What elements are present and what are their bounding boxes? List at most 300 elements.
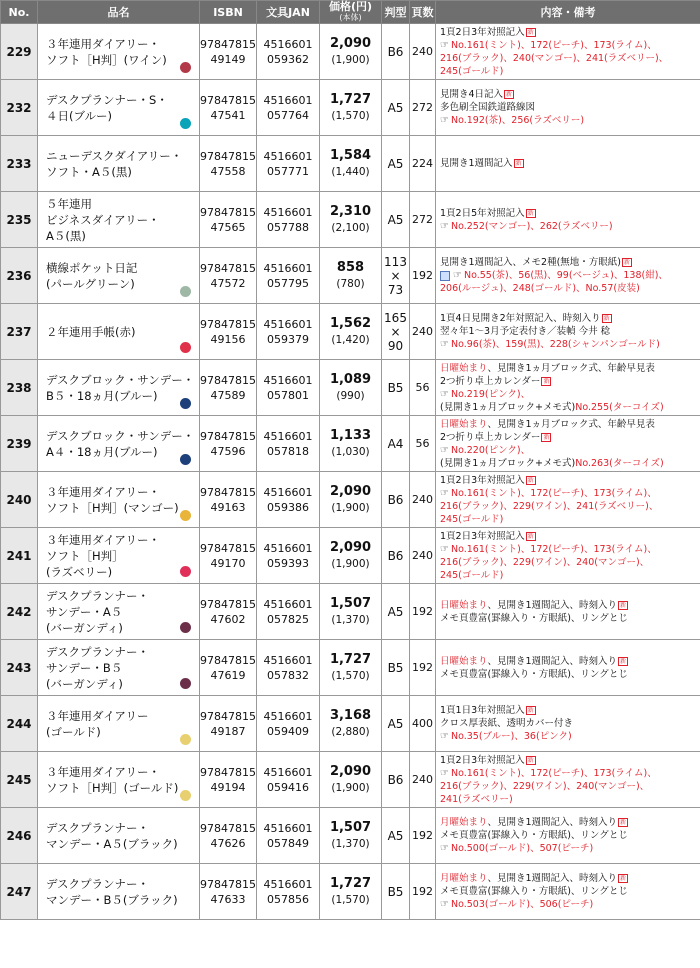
item-name: [38, 416, 200, 472]
item-notes: [436, 808, 700, 864]
table-row: [1, 304, 700, 360]
size-line: B6: [387, 492, 404, 507]
item-size: [382, 472, 410, 528]
note-text: 216(ブラック)、229(ワイン)、240(マンゴー)、: [440, 556, 650, 568]
table-row: [1, 640, 700, 696]
note-line: [440, 312, 700, 325]
item-isbn: [200, 136, 257, 192]
size-line: A5: [387, 156, 404, 171]
new-badge: 新: [620, 875, 627, 882]
isbn-line: 97847815: [200, 317, 256, 331]
item-name-line: ニューデスクダイアリー・: [46, 148, 183, 163]
note-line: [440, 418, 700, 431]
note-text: メモ頁豊富(罫線入り・方眼紙)、リングとじ: [440, 612, 628, 624]
item-notes: [436, 640, 700, 696]
size-line: A5: [387, 828, 404, 843]
item-price: [320, 248, 382, 304]
table-row: [1, 248, 700, 304]
note-text: 1頁2日3年対照記入: [440, 474, 525, 486]
item-price: [320, 472, 382, 528]
price-base: (990): [336, 389, 365, 402]
item-name: [38, 24, 200, 80]
item-pages: 240: [410, 528, 436, 584]
item-jan: [257, 472, 320, 528]
price-with-tax: 2,310: [329, 203, 372, 219]
item-pages: 272: [410, 192, 436, 248]
item-notes: [436, 24, 700, 80]
item-number: 235: [1, 192, 38, 248]
price-with-tax: 1,562: [329, 315, 372, 331]
table-row: [1, 696, 700, 752]
item-size: [382, 752, 410, 808]
note-line: [440, 362, 700, 375]
item-number: 247: [1, 864, 38, 920]
jan-line: 057818: [267, 444, 309, 458]
note-line: [440, 556, 700, 569]
size-line: A5: [387, 212, 404, 227]
note-line: [440, 431, 700, 444]
table-row: [1, 472, 700, 528]
item-name-line: 横線ポケット日記: [46, 260, 138, 275]
color-swatch-icon: [180, 790, 191, 801]
item-jan: [257, 584, 320, 640]
table-row: [1, 584, 700, 640]
isbn-line: 97847815: [200, 429, 256, 443]
item-number: 237: [1, 304, 38, 360]
item-isbn: [200, 640, 257, 696]
item-size: [382, 416, 410, 472]
item-name-line: (バーガンディ): [46, 620, 123, 635]
price-base: (1,570): [331, 109, 370, 122]
isbn-line: 97847815: [200, 597, 256, 611]
item-jan: [257, 696, 320, 752]
jan-line: 4516601: [263, 821, 313, 835]
new-badge: 新: [620, 819, 627, 826]
item-number: 241: [1, 528, 38, 584]
table-row: [1, 752, 700, 808]
note-text: 245(ゴールド): [440, 569, 504, 581]
note-line: [440, 269, 700, 282]
item-name-line: ３年連用ダイアリー・: [46, 532, 160, 547]
item-jan: [257, 24, 320, 80]
table-header-row: [1, 1, 700, 24]
item-price: [320, 80, 382, 136]
note-text: No.500(ゴールド)、507(ピーチ): [450, 843, 594, 854]
note-line: [440, 52, 700, 65]
note-text: メモ頁豊富(罫線入り・方眼紙)、リングとじ: [440, 886, 628, 897]
note-text: (見開き1ヵ月ブロック+メモ式): [440, 401, 576, 413]
price-with-tax: 1,507: [329, 595, 372, 611]
jan-line: 059416: [267, 780, 309, 794]
isbn-line: 47619: [210, 668, 246, 682]
color-swatch-icon: [180, 678, 191, 689]
price-base: (1,900): [331, 53, 370, 66]
isbn-line: 97847815: [200, 541, 256, 555]
item-pages: 192: [410, 248, 436, 304]
item-number: 233: [1, 136, 38, 192]
item-name-line: ビジネスダイアリー・: [46, 212, 160, 227]
note-line: [440, 885, 700, 898]
isbn-line: 97847815: [200, 765, 256, 779]
item-pages: 56: [410, 416, 436, 472]
item-jan: [257, 416, 320, 472]
size-line: ×: [390, 324, 401, 339]
item-pages: 192: [410, 808, 436, 864]
jan-line: 057832: [267, 668, 309, 682]
note-line: [440, 717, 700, 730]
jan-line: 4516601: [263, 317, 313, 331]
new-badge: 新: [620, 601, 627, 609]
note-text: 241(ラズベリー): [440, 793, 513, 805]
table-row: [1, 136, 700, 192]
item-name-line: ３年連用ダイアリー・: [46, 36, 160, 51]
size-line: A5: [387, 604, 404, 619]
item-name: [38, 528, 200, 584]
item-number: 242: [1, 584, 38, 640]
note-text: No.35(ブルー)、36(ピンク): [450, 731, 572, 742]
item-isbn: [200, 752, 257, 808]
item-pages: 240: [410, 24, 436, 80]
pointing-hand-icon: ☞: [440, 388, 449, 400]
note-line: [440, 39, 700, 52]
note-text: No.219(ピンク)、: [450, 388, 531, 400]
isbn-line: 97847815: [200, 261, 256, 275]
item-pages: 240: [410, 472, 436, 528]
pointing-hand-icon: ☞: [440, 115, 449, 126]
item-pages: 192: [410, 640, 436, 696]
item-name: [38, 304, 200, 360]
pointing-hand-icon: ☞: [440, 339, 449, 350]
item-name-line: デスクプランナー・: [46, 820, 150, 835]
note-text: No.192(茶)、256(ラズベリー): [450, 115, 585, 126]
color-swatch-icon: [180, 286, 191, 297]
note-text: 見開き1週間記入、メモ2種(無地・方眼紙): [440, 257, 622, 268]
pointing-hand-icon: ☞: [440, 444, 449, 456]
note-line: [440, 704, 700, 717]
item-size: [382, 248, 410, 304]
item-isbn: [200, 192, 257, 248]
item-name-line: マンデー・A５(ブラック): [46, 836, 178, 851]
table-row: [1, 360, 700, 416]
header-no: No.: [1, 1, 38, 24]
header-isbn: ISBN: [200, 1, 257, 24]
isbn-line: 49156: [210, 332, 246, 346]
price-with-tax: 3,168: [329, 707, 372, 723]
note-line: [440, 612, 700, 625]
new-badge: 新: [506, 91, 513, 98]
item-number: 238: [1, 360, 38, 416]
header-pages: 頁数: [410, 1, 436, 24]
isbn-line: 47589: [210, 388, 246, 402]
note-line: [440, 487, 700, 500]
item-number: 236: [1, 248, 38, 304]
item-name-line: デスクブロック・サンデー・: [46, 372, 195, 387]
table-row: [1, 864, 700, 920]
item-notes: [436, 864, 700, 920]
item-name: [38, 248, 200, 304]
item-number: 240: [1, 472, 38, 528]
header-price-sub: (本体): [339, 13, 362, 22]
item-name-line: ソフト［H判］: [46, 548, 124, 563]
note-line: [440, 26, 700, 39]
jan-line: 4516601: [263, 93, 313, 107]
item-price: [320, 528, 382, 584]
price-with-tax: 1,089: [329, 371, 372, 387]
isbn-line: 47541: [210, 108, 246, 122]
color-swatch-icon: [180, 734, 191, 745]
note-line: [440, 338, 700, 351]
new-badge: 新: [527, 707, 534, 714]
note-line: [440, 256, 700, 269]
note-text: 206(ルージュ)、248(ゴールド)、No.57(皮装): [440, 283, 640, 294]
item-isbn: [200, 472, 257, 528]
note-line: [440, 388, 700, 401]
item-number: 239: [1, 416, 38, 472]
item-price: [320, 808, 382, 864]
price-base: (1,370): [331, 613, 370, 626]
note-highlight: 日曜始まり: [440, 362, 488, 374]
note-line: [440, 282, 700, 295]
header-notes: 内容・備考: [436, 1, 700, 24]
pointing-hand-icon: ☞: [440, 767, 449, 779]
item-name-line: ４日(ブルー): [46, 108, 113, 123]
note-text: No.252(マンゴー)、262(ラズベリー): [450, 220, 613, 232]
jan-line: 4516601: [263, 149, 313, 163]
note-line: [440, 65, 700, 78]
item-price: [320, 24, 382, 80]
jan-line: 4516601: [263, 653, 313, 667]
item-price: [320, 192, 382, 248]
new-badge: 新: [527, 756, 534, 764]
item-isbn: [200, 528, 257, 584]
price-base: (1,570): [331, 893, 370, 906]
isbn-line: 49163: [210, 500, 246, 514]
item-jan: [257, 640, 320, 696]
item-notes: [436, 416, 700, 472]
item-isbn: [200, 696, 257, 752]
item-pages: 240: [410, 752, 436, 808]
item-size: [382, 136, 410, 192]
color-swatch-icon: [180, 622, 191, 633]
note-line: [440, 457, 700, 470]
item-name: [38, 696, 200, 752]
note-line: [440, 474, 700, 487]
item-name-line: (ゴールド): [46, 724, 101, 739]
isbn-line: 49194: [210, 780, 246, 794]
item-name-line: (バーガンディ): [46, 676, 123, 691]
note-text: No.161(ミント)、172(ピーチ)、173(ライム)、: [450, 543, 657, 555]
item-notes: [436, 136, 700, 192]
item-price: [320, 696, 382, 752]
note-line: [440, 793, 700, 806]
item-name-line: ３年連用ダイアリー・: [46, 764, 160, 779]
note-line: [440, 157, 700, 170]
item-jan: [257, 248, 320, 304]
note-text: 2つ折り卓上カレンダー: [440, 375, 541, 387]
item-size: [382, 640, 410, 696]
pointing-hand-icon: ☞: [453, 270, 462, 281]
note-highlight: 月曜始まり: [440, 873, 488, 884]
item-notes: [436, 528, 700, 584]
item-size: [382, 80, 410, 136]
pointing-hand-icon: ☞: [440, 543, 449, 555]
item-name-line: ソフト［H判］(ワイン): [46, 52, 167, 67]
new-badge: 新: [527, 209, 534, 217]
note-text: No.220(ピンク)、: [450, 444, 531, 456]
item-name-line: (ラズベリー): [46, 564, 113, 579]
item-isbn: [200, 584, 257, 640]
note-text: (見開き1ヵ月ブロック+メモ式): [440, 457, 576, 469]
item-name-line: (パールグリーン): [46, 276, 135, 291]
item-isbn: [200, 304, 257, 360]
note-text: 1頁2日5年対照記入: [440, 207, 525, 219]
item-name: [38, 808, 200, 864]
isbn-line: 47596: [210, 444, 246, 458]
item-size: [382, 808, 410, 864]
note-line: [440, 325, 700, 338]
note-text: No.55(茶)、56(黒)、99(ベージュ)、138(紺)、: [463, 270, 668, 281]
item-size: [382, 360, 410, 416]
item-size: [382, 864, 410, 920]
item-price: [320, 752, 382, 808]
note-line: [440, 730, 700, 743]
note-line: [440, 872, 700, 885]
note-text: 2つ折り卓上カレンダー: [440, 431, 541, 443]
isbn-line: 47558: [210, 164, 246, 178]
item-isbn: [200, 80, 257, 136]
note-line: [440, 842, 700, 855]
jan-line: 057849: [267, 836, 309, 850]
item-name-line: デスクプランナー・: [46, 588, 150, 603]
isbn-line: 47572: [210, 276, 246, 290]
price-with-tax: 2,090: [329, 35, 372, 51]
pencil-icon: [440, 271, 450, 281]
table-row: [1, 416, 700, 472]
color-swatch-icon: [180, 342, 191, 353]
price-with-tax: 2,090: [329, 763, 372, 779]
item-jan: [257, 360, 320, 416]
item-notes: [436, 192, 700, 248]
price-base: (1,030): [331, 445, 370, 458]
item-name-line: デスクプランナー・: [46, 876, 150, 891]
item-name-line: A４・18ヵ月(ブルー): [46, 444, 158, 459]
item-price: [320, 584, 382, 640]
item-name-line: ソフト［H判］(ゴールド): [46, 780, 179, 795]
item-name: [38, 192, 200, 248]
price-base: (1,900): [331, 557, 370, 570]
color-swatch-icon: [180, 118, 191, 129]
item-size: [382, 24, 410, 80]
note-line: [440, 530, 700, 543]
item-pages: 192: [410, 584, 436, 640]
item-name-line: サンデー・B５: [46, 660, 123, 675]
pointing-hand-icon: ☞: [440, 220, 449, 232]
jan-line: 4516601: [263, 37, 313, 51]
jan-line: 057825: [267, 612, 309, 626]
jan-line: 057788: [267, 220, 309, 234]
note-text: 1頁2日3年対照記入: [440, 754, 525, 766]
item-pages: 272: [410, 80, 436, 136]
item-pages: 224: [410, 136, 436, 192]
note-text: 1頁1日3年対照記入: [440, 705, 525, 716]
note-text: 1頁4日見開き2年対照記入、時刻入り: [440, 313, 601, 324]
note-highlight: 月曜始まり: [440, 817, 488, 828]
jan-line: 057771: [267, 164, 309, 178]
note-line: [440, 655, 700, 668]
item-notes: [436, 752, 700, 808]
item-jan: [257, 192, 320, 248]
item-number: 246: [1, 808, 38, 864]
jan-line: 4516601: [263, 597, 313, 611]
item-pages: 192: [410, 864, 436, 920]
jan-line: 059409: [267, 724, 309, 738]
note-highlight: No.263(ターコイズ): [575, 457, 664, 469]
color-swatch-icon: [180, 510, 191, 521]
new-badge: 新: [527, 476, 534, 484]
header-size: 判型: [382, 1, 410, 24]
note-text: 、見開き1ヵ月ブロック式、年齢早見表: [487, 418, 655, 430]
item-number: 229: [1, 24, 38, 80]
item-jan: [257, 752, 320, 808]
note-text: 、見開き1週間記入、時刻入り: [487, 817, 618, 828]
isbn-line: 97847815: [200, 149, 256, 163]
note-text: No.161(ミント)、172(ピーチ)、173(ライム)、: [450, 767, 657, 779]
item-number: 232: [1, 80, 38, 136]
note-line: [440, 114, 700, 127]
item-name-line: A５(黒): [46, 228, 86, 243]
item-size: [382, 584, 410, 640]
isbn-line: 97847815: [200, 37, 256, 51]
note-text: 、見開き1週間記入、時刻入り: [487, 873, 618, 884]
isbn-line: 49149: [210, 52, 246, 66]
isbn-line: 97847815: [200, 877, 256, 891]
price-with-tax: 2,090: [329, 483, 372, 499]
pointing-hand-icon: ☞: [440, 487, 449, 499]
item-jan: [257, 528, 320, 584]
price-base: (1,900): [331, 781, 370, 794]
note-text: 245(ゴールド): [440, 513, 504, 525]
note-line: [440, 816, 700, 829]
item-price: [320, 416, 382, 472]
isbn-line: 97847815: [200, 485, 256, 499]
isbn-line: 49187: [210, 724, 246, 738]
isbn-line: 97847815: [200, 821, 256, 835]
size-line: B5: [387, 380, 404, 395]
price-base: (2,100): [331, 221, 370, 234]
price-with-tax: 1,584: [329, 147, 372, 163]
new-badge: 新: [515, 160, 522, 167]
item-jan: [257, 136, 320, 192]
item-name-line: デスクプランナー・: [46, 644, 150, 659]
note-highlight: No.255(ターコイズ): [575, 401, 664, 413]
new-badge: 新: [527, 28, 534, 36]
item-notes: [436, 248, 700, 304]
table-row: [1, 24, 700, 80]
item-isbn: [200, 24, 257, 80]
header-price-label: 価格(円): [328, 0, 373, 13]
size-line: B5: [387, 660, 404, 675]
item-notes: [436, 360, 700, 416]
note-line: [440, 444, 700, 457]
item-size: [382, 696, 410, 752]
price-base: (780): [336, 277, 365, 290]
size-line: ×: [390, 268, 401, 283]
item-name-line: デスクブロック・サンデー・: [46, 428, 195, 443]
item-price: [320, 640, 382, 696]
note-text: 216(ブラック)、229(ワイン)、241(ラズベリー)、: [440, 500, 659, 512]
note-line: [440, 207, 700, 220]
new-badge: 新: [527, 532, 534, 540]
